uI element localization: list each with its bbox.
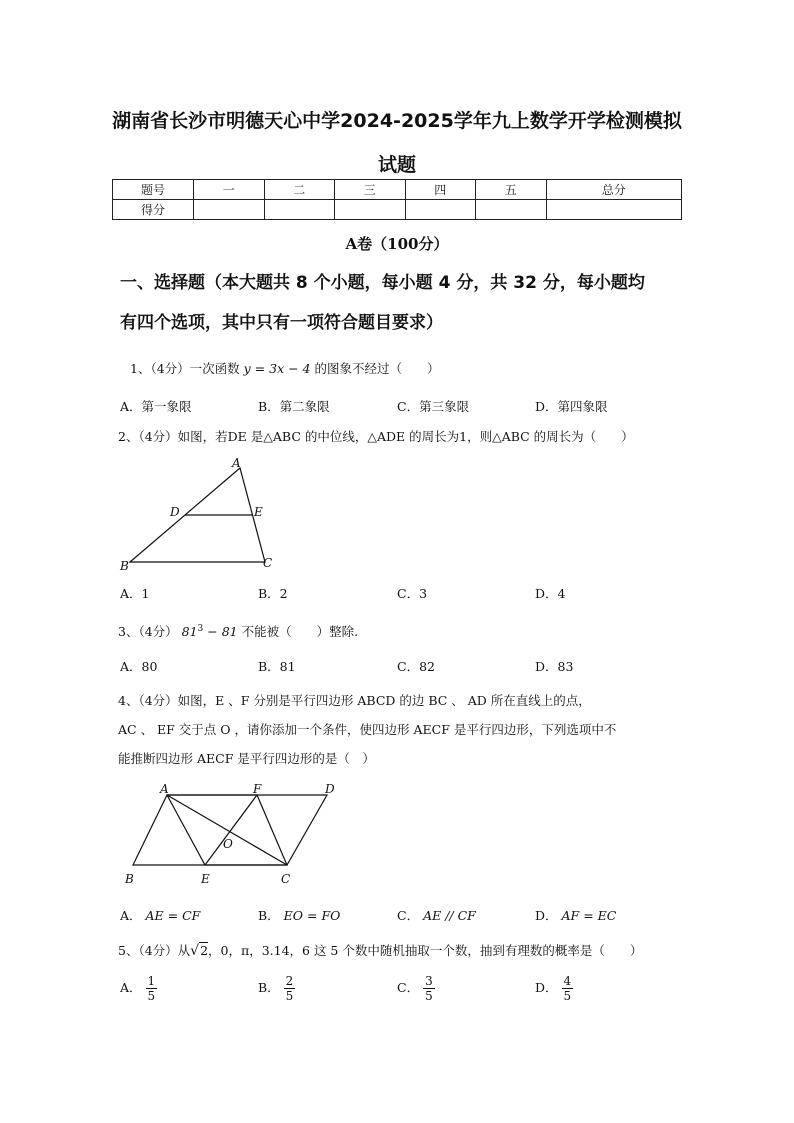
numerator: 3 xyxy=(425,974,433,988)
question-1 xyxy=(130,360,700,378)
score-table-header: 总分 xyxy=(546,180,682,200)
denominator: 5 xyxy=(285,989,294,1003)
score-table-header: 一 xyxy=(194,180,265,200)
label-f: F xyxy=(253,782,262,796)
option-letter: D． xyxy=(535,980,558,995)
question-3-expr-tail: − 81 xyxy=(203,624,238,640)
diagonal-ac xyxy=(167,795,287,865)
question-5 xyxy=(118,942,688,960)
option-letter: D． xyxy=(535,908,558,923)
question-3-exponent: 3 xyxy=(197,624,204,634)
score-table-header: 题号 xyxy=(113,180,194,200)
label-d: D xyxy=(170,505,180,519)
score-cell[interactable] xyxy=(546,200,682,220)
question-1-option-b[interactable]: B．第二象限 xyxy=(258,399,330,414)
fraction xyxy=(423,974,435,1003)
sqrt-sign: √ xyxy=(190,943,200,959)
question-3-option-d[interactable]: D．83 xyxy=(535,659,574,674)
score-table-header: 三 xyxy=(335,180,406,200)
numerator: 1 xyxy=(147,974,156,988)
score-table-header: 四 xyxy=(405,180,476,200)
question-2: 2、（4分）如图，若DE 是△ABC 的中位线，△ADE 的周长为1，则△ABC 的周长为（ ） xyxy=(118,429,634,444)
question-3-option-b[interactable]: B．81 xyxy=(258,659,296,674)
score-table-row xyxy=(113,200,682,220)
option-formula: EO = FO xyxy=(283,908,341,923)
question-5-sqrt-arg: 2 xyxy=(200,943,209,958)
fraction xyxy=(562,974,574,1003)
fraction xyxy=(146,974,158,1003)
score-cell[interactable] xyxy=(476,200,547,220)
question-4-option-a[interactable] xyxy=(120,906,200,924)
question-3-option-c[interactable]: C．82 xyxy=(397,659,435,674)
label-o: O xyxy=(223,837,233,851)
question-3-tail: 不能被（ ）整除. xyxy=(241,624,359,640)
score-cell[interactable] xyxy=(194,200,265,220)
section-heading xyxy=(120,263,690,343)
label-a: A xyxy=(160,782,169,796)
question-5-rest: ，0，π，3.14，6 这 5 个数中随机抽取一个数，抽到有理数的概率是（ ） xyxy=(208,943,643,958)
question-1-option-c[interactable]: C．第三象限 xyxy=(397,399,470,414)
question-4-option-b[interactable] xyxy=(258,906,340,924)
document-title-line2: 试题 xyxy=(377,154,416,176)
label-d: D xyxy=(325,782,335,796)
score-row-label: 得分 xyxy=(113,200,194,220)
section-heading-line1: 一、选择题（本大题共 8 个小题，每小题 4 分，共 32 分，每小题均 xyxy=(120,273,645,293)
question-3-prefix: 3、（4分） xyxy=(118,624,178,640)
paper-label: A卷（100分） xyxy=(345,235,449,253)
denominator: 5 xyxy=(563,989,572,1003)
question-4-line1: 4、（4分）如图，E 、F 分别是平行四边形 ABCD 的边 BC 、 AD 所在直线上的点， xyxy=(118,693,591,708)
question-4-option-d[interactable] xyxy=(535,906,616,924)
triangle-abc-figure xyxy=(110,450,290,575)
option-formula: AF = EC xyxy=(561,908,617,923)
option-formula: AE // CF xyxy=(423,908,476,923)
score-table xyxy=(112,179,682,220)
question-2-option-c[interactable]: C．3 xyxy=(397,586,428,601)
document-title-line1: 湖南省长沙市明德天心中学2024-2025学年九上数学开学检测模拟 xyxy=(112,110,682,132)
option-letter: B． xyxy=(258,980,280,995)
fraction xyxy=(284,974,296,1003)
question-1-tail: 的图象不经过（ ） xyxy=(314,361,440,376)
section-heading-line2: 有四个选项，其中只有一项符合题目要求） xyxy=(120,313,443,333)
question-5-option-d[interactable] xyxy=(535,974,573,1003)
label-c: C xyxy=(281,872,291,886)
denominator: 5 xyxy=(425,989,433,1003)
question-5-option-b[interactable] xyxy=(258,974,295,1003)
question-1-option-a[interactable]: A．第一象限 xyxy=(120,399,192,414)
option-letter: A． xyxy=(120,908,142,923)
score-cell[interactable] xyxy=(335,200,406,220)
label-a: A xyxy=(232,456,241,470)
question-5-prefix: 5、（4分）从 xyxy=(118,943,191,958)
option-letter: A． xyxy=(120,980,142,995)
score-cell[interactable] xyxy=(264,200,335,220)
label-c: C xyxy=(263,556,273,570)
segment-ef xyxy=(205,795,257,865)
label-e: E xyxy=(254,505,263,519)
label-e: E xyxy=(201,872,210,886)
score-table-header: 二 xyxy=(264,180,335,200)
label-b: B xyxy=(125,872,134,886)
score-table-header-row xyxy=(113,180,682,200)
question-1-formula: y = 3x − 4 xyxy=(243,361,311,376)
question-4 xyxy=(118,686,688,773)
question-2-option-a[interactable]: A．1 xyxy=(120,586,150,601)
score-table-header: 五 xyxy=(476,180,547,200)
question-5-option-a[interactable] xyxy=(120,974,157,1003)
question-4-line2: AC 、 EF 交于点 O ，请你添加一个条件，使四边形 AECF 是平行四边形，下列选项中不 xyxy=(118,722,617,737)
question-2-option-d[interactable]: D．4 xyxy=(535,586,566,601)
question-3-base: 81 xyxy=(181,624,198,640)
question-3 xyxy=(118,620,688,641)
option-letter: B． xyxy=(258,908,280,923)
parallelogram-abcd xyxy=(133,795,327,865)
question-5-option-c[interactable] xyxy=(397,974,435,1003)
option-letter: C． xyxy=(397,980,420,995)
option-formula: AE = CF xyxy=(145,908,201,923)
parallelogram-abcd-figure xyxy=(115,780,355,890)
question-4-line3: 能推断四边形 AECF 是平行四边形的是（ ） xyxy=(118,751,375,766)
option-letter: C． xyxy=(397,908,420,923)
denominator: 5 xyxy=(147,989,156,1003)
question-4-option-c[interactable] xyxy=(397,906,476,924)
question-2-option-b[interactable]: B．2 xyxy=(258,586,288,601)
question-1-prefix: 1、（4分）一次函数 xyxy=(130,361,240,376)
label-b: B xyxy=(120,559,129,573)
numerator: 4 xyxy=(563,974,572,988)
question-1-option-d[interactable]: D．第四象限 xyxy=(535,399,608,414)
numerator: 2 xyxy=(285,974,294,988)
question-3-option-a[interactable]: A．80 xyxy=(120,659,158,674)
score-cell[interactable] xyxy=(405,200,476,220)
